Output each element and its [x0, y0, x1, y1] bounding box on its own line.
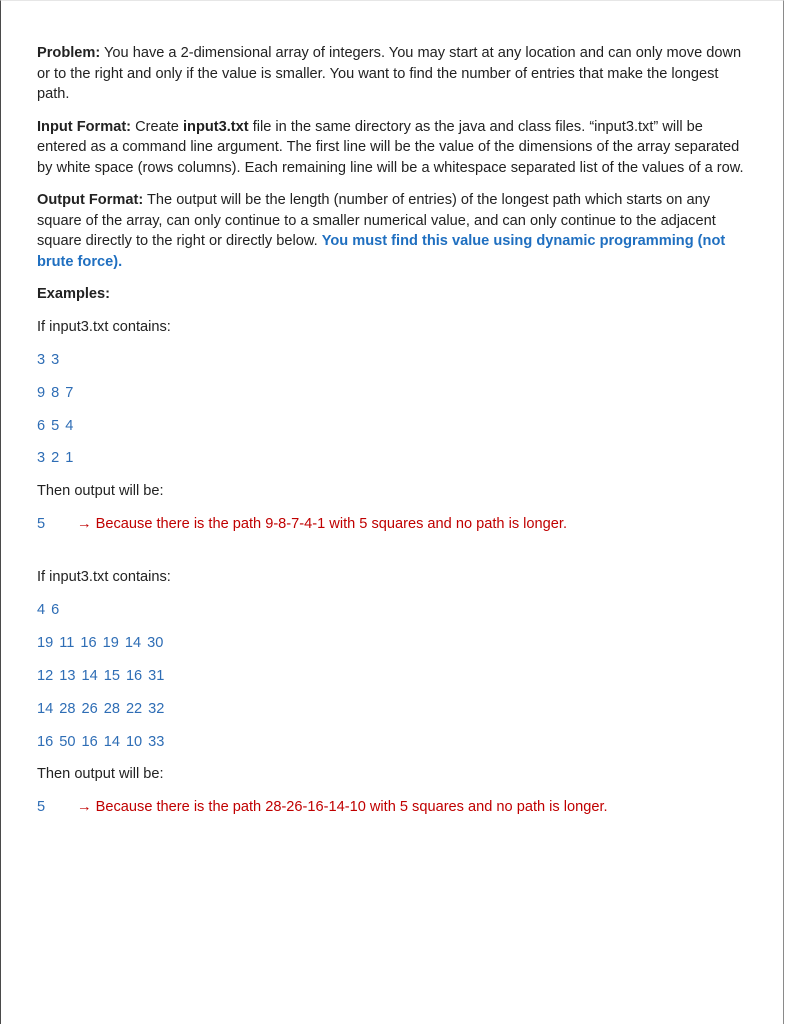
input-row — [37, 600, 753, 621]
input-row — [37, 633, 753, 654]
input-value: 33 — [148, 733, 165, 750]
input-value: 14 — [103, 733, 120, 750]
input-row — [37, 448, 753, 469]
then-output-label: Then output will be: — [37, 766, 164, 783]
arrow-icon: → — [77, 799, 92, 816]
spacer — [37, 547, 753, 567]
input-value: 10 — [125, 733, 143, 750]
input-value: 31 — [148, 667, 165, 684]
document-content — [37, 43, 753, 830]
input-value: 4 — [65, 417, 74, 434]
input-value: 32 — [148, 700, 165, 717]
input-format-text-3: The first line will be the value of — [286, 139, 491, 155]
input-value: 19 — [37, 634, 54, 651]
input-value: 9 — [37, 384, 46, 401]
input-value: 2 — [51, 450, 60, 467]
input-row — [37, 666, 753, 687]
input-value: 28 — [59, 700, 76, 717]
problem-paragraph — [37, 43, 753, 105]
input-value: 16 — [80, 634, 97, 651]
input-value: 3 — [51, 351, 60, 368]
input-value: 6 — [37, 417, 46, 434]
example-intro: If input3.txt contains: — [37, 318, 171, 335]
example-1 — [37, 317, 753, 535]
input-value: 13 — [59, 667, 76, 684]
input-row — [37, 383, 753, 404]
output-format-text: The output will be the length (number of entries) of the longest path which starts on any square of the array, can only continue to a smaller numerical value, and can only continue to the adjacent square directly to the right or directly below. — [37, 192, 716, 249]
input-value: 14 — [124, 634, 142, 651]
input-value: 28 — [103, 700, 120, 717]
input-format-text-4: the dimensions of the array separated — [490, 139, 740, 155]
input-value: 22 — [125, 700, 143, 717]
output-format-paragraph — [37, 190, 753, 272]
input-value: 30 — [147, 634, 164, 651]
input-value: 5 — [51, 417, 60, 434]
input-format-text-1: Create — [131, 118, 183, 135]
input-value: 16 — [125, 667, 143, 684]
output-value: 5 — [37, 516, 46, 533]
input-value: 12 — [37, 667, 54, 684]
result-explanation: Because there is the path 9-8-7-4-1 with 5 squares and no path is longer. — [91, 516, 567, 533]
input-value: 50 — [59, 733, 76, 750]
input-value: 16 — [81, 733, 98, 750]
output-format-label: Output Format: — [37, 192, 144, 208]
input-value: 6 — [51, 602, 60, 619]
examples-heading: Examples: — [37, 286, 111, 302]
problem-label: Problem: — [37, 45, 101, 61]
input-value: 3 — [37, 450, 46, 467]
example-result — [37, 797, 753, 818]
example-2 — [37, 567, 753, 818]
input-format-text-6: (rows columns). Each remaining line will be a whitespace separated list of the values of a row. — [133, 159, 744, 176]
arrow-icon: → — [77, 516, 92, 533]
input-row — [37, 350, 753, 371]
input-row — [37, 416, 753, 437]
input-format-label: Input Format: — [37, 118, 132, 135]
example-intro: If input3.txt contains: — [37, 569, 171, 586]
input-format-filename: input3.txt — [182, 118, 249, 135]
input-value: 1 — [65, 450, 74, 467]
output-value: 5 — [37, 799, 46, 816]
input-row — [37, 699, 753, 720]
input-value: 19 — [102, 634, 119, 651]
input-row — [37, 732, 753, 753]
then-output-label: Then output will be: — [37, 483, 164, 500]
input-value: 26 — [81, 700, 98, 717]
input-value: 8 — [51, 384, 60, 401]
input-value: 7 — [65, 384, 74, 401]
example-result — [37, 514, 753, 535]
input-value: 14 — [37, 700, 54, 717]
input-value: 16 — [37, 733, 54, 750]
input-value: 4 — [37, 602, 46, 619]
input-format-text-2: file in the same directory as the java and class files. “input3.txt” will be entered as a command line argument. — [37, 118, 703, 155]
result-explanation: Because there is the path 28-26-16-14-10 with 5 squares and no path is longer. — [91, 799, 608, 816]
input-value: 14 — [81, 667, 98, 684]
input-format-text-5: by white space — [37, 159, 134, 176]
input-value: 15 — [103, 667, 120, 684]
input-value: 3 — [37, 351, 46, 368]
input-value: 11 — [59, 634, 75, 651]
problem-text: You have a 2-dimensional array of integers. You may start at any location and can only move down or to the right and only if the value is smaller. You want to find the number of entries that make the longest path. — [37, 45, 742, 102]
input-format-paragraph — [37, 117, 753, 179]
output-format-emphasis: You must find this value using dynamic programming (not brute force). — [37, 233, 726, 270]
